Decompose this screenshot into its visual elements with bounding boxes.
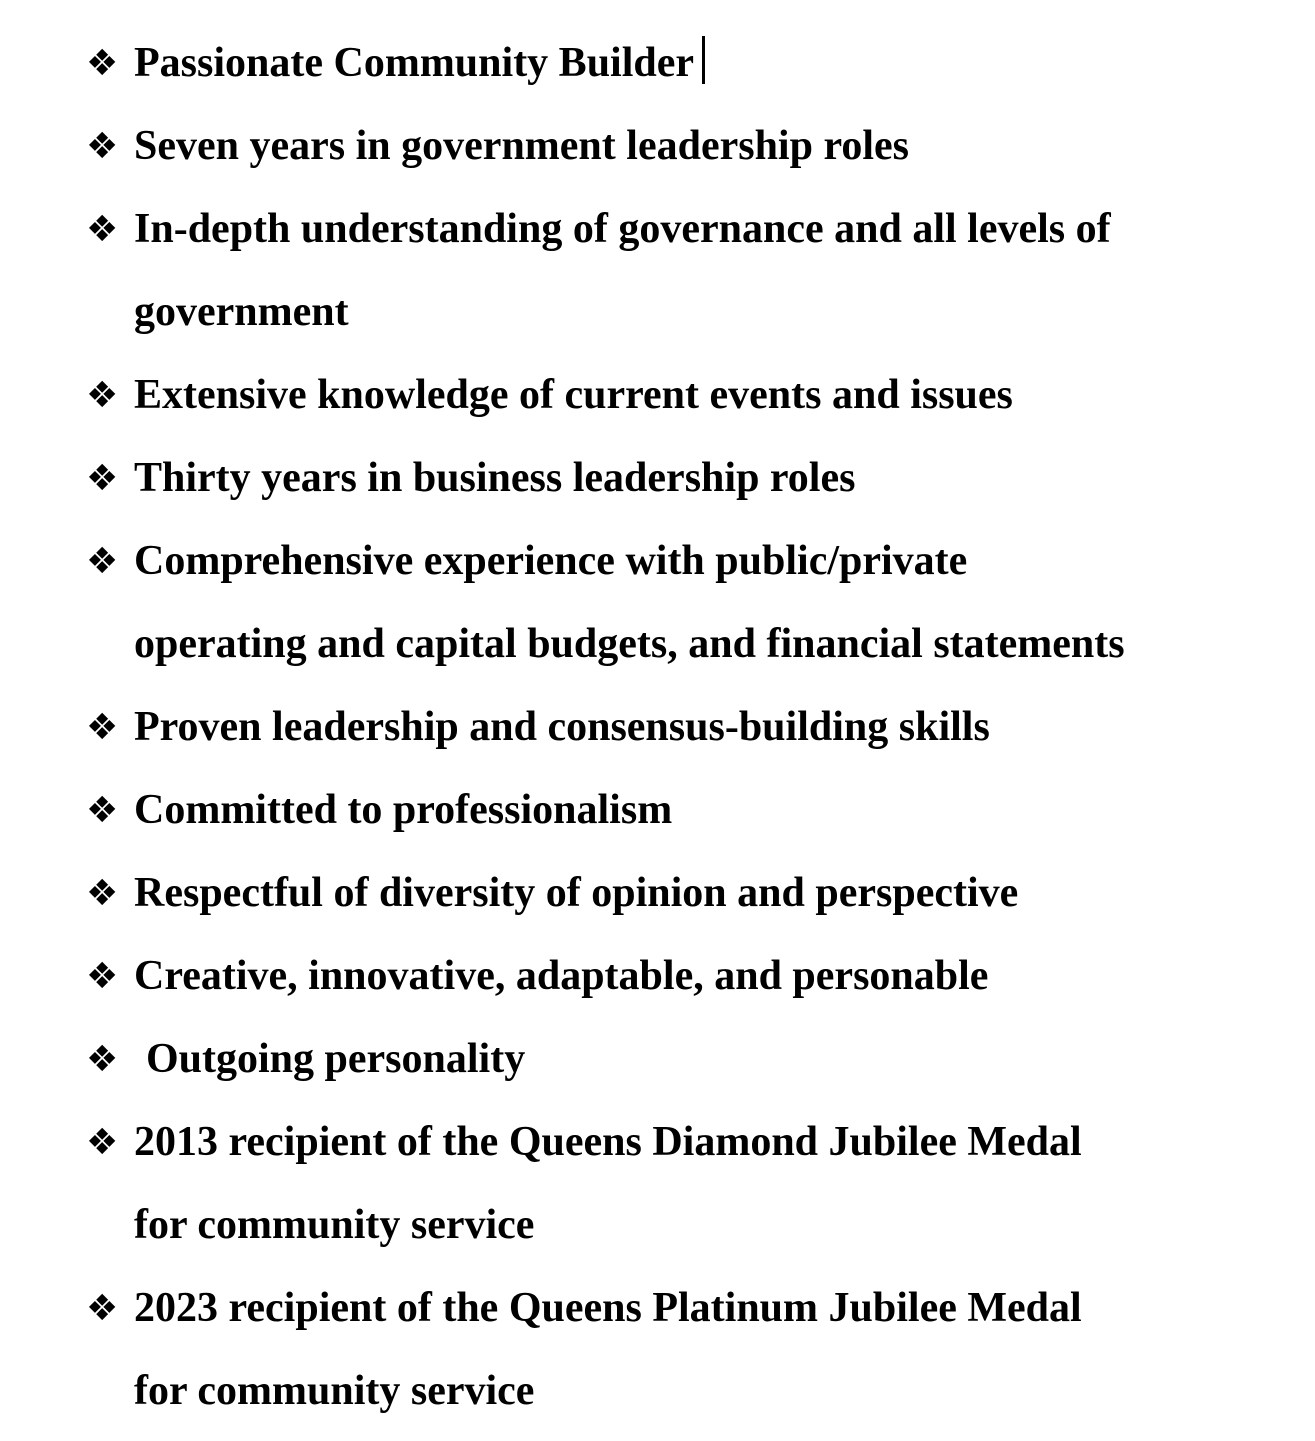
list-item-line: Extensive knowledge of current events and issues (134, 372, 1013, 418)
diamond-bullet-icon: ❖ (86, 1288, 119, 1329)
list-item-text[interactable] (134, 520, 1286, 686)
diamond-bullet-icon: ❖ (86, 956, 119, 997)
list-item (86, 1101, 1286, 1267)
list-item (86, 105, 1286, 188)
list-item (86, 935, 1286, 1018)
list-item-text[interactable] (134, 188, 1286, 354)
diamond-bullet-icon: ❖ (86, 707, 119, 748)
list-item-line: Outgoing personality (146, 1036, 526, 1082)
list-item-line: Respectful of diversity of opinion and perspective (134, 870, 1019, 916)
list-item-line: operating and capital budgets, and financial statements (134, 621, 1125, 667)
diamond-bullet-icon: ❖ (86, 458, 119, 499)
list-item-line: Committed to professionalism (134, 787, 673, 833)
list-item-line: Creative, innovative, adaptable, and personable (134, 953, 989, 999)
list-item-line: Comprehensive experience with public/private (134, 538, 968, 584)
list-item (86, 22, 1286, 105)
list-item-line: Seven years in government leadership roles (134, 123, 909, 169)
list-item-line: for community service (134, 1368, 535, 1414)
list-item (86, 1267, 1286, 1433)
diamond-bullet-icon: ❖ (86, 375, 119, 416)
list-item (86, 520, 1286, 686)
diamond-bullet-icon: ❖ (86, 1039, 119, 1080)
diamond-bullet-icon: ❖ (86, 541, 119, 582)
list-item (86, 769, 1286, 852)
list-item-line: Passionate Community Builder (134, 40, 695, 86)
diamond-bullet-icon: ❖ (86, 43, 119, 84)
list-item-line: Proven leadership and consensus-building skills (134, 704, 990, 750)
list-item (86, 852, 1286, 935)
list-item-line: 2023 recipient of the Queens Platinum Jubilee Medal (134, 1285, 1082, 1331)
list-item-text[interactable] (134, 769, 1286, 852)
list-item-line: government (134, 289, 349, 335)
list-item (86, 686, 1286, 769)
diamond-bullet-icon: ❖ (86, 1122, 119, 1163)
list-item-text[interactable] (134, 437, 1286, 520)
list-item-text[interactable] (134, 1018, 1286, 1101)
list-item-text[interactable] (134, 1267, 1286, 1433)
list-item-text[interactable] (134, 22, 1286, 105)
list-item-line: for community service (134, 1202, 535, 1248)
list-item (86, 1018, 1286, 1101)
diamond-bullet-icon: ❖ (86, 126, 119, 167)
list-item-line: Thirty years in business leadership roles (134, 455, 856, 501)
list-item-text[interactable] (134, 686, 1286, 769)
diamond-bullet-icon: ❖ (86, 209, 119, 250)
list-item-text[interactable] (134, 935, 1286, 1018)
list-item-text[interactable] (134, 1101, 1286, 1267)
diamond-bullet-icon: ❖ (86, 873, 119, 914)
list-item-line: 2013 recipient of the Queens Diamond Jubilee Medal (134, 1119, 1082, 1165)
list-item-text[interactable] (134, 852, 1286, 935)
diamond-bullet-icon: ❖ (86, 790, 119, 831)
text-cursor (702, 36, 705, 84)
list-item (86, 354, 1286, 437)
list-item (86, 188, 1286, 354)
list-item (86, 437, 1286, 520)
list-item-text[interactable] (134, 354, 1286, 437)
list-item-line: In-depth understanding of governance and all levels of (134, 206, 1111, 252)
list-item-text[interactable] (134, 105, 1286, 188)
bullet-list (86, 22, 1286, 1433)
